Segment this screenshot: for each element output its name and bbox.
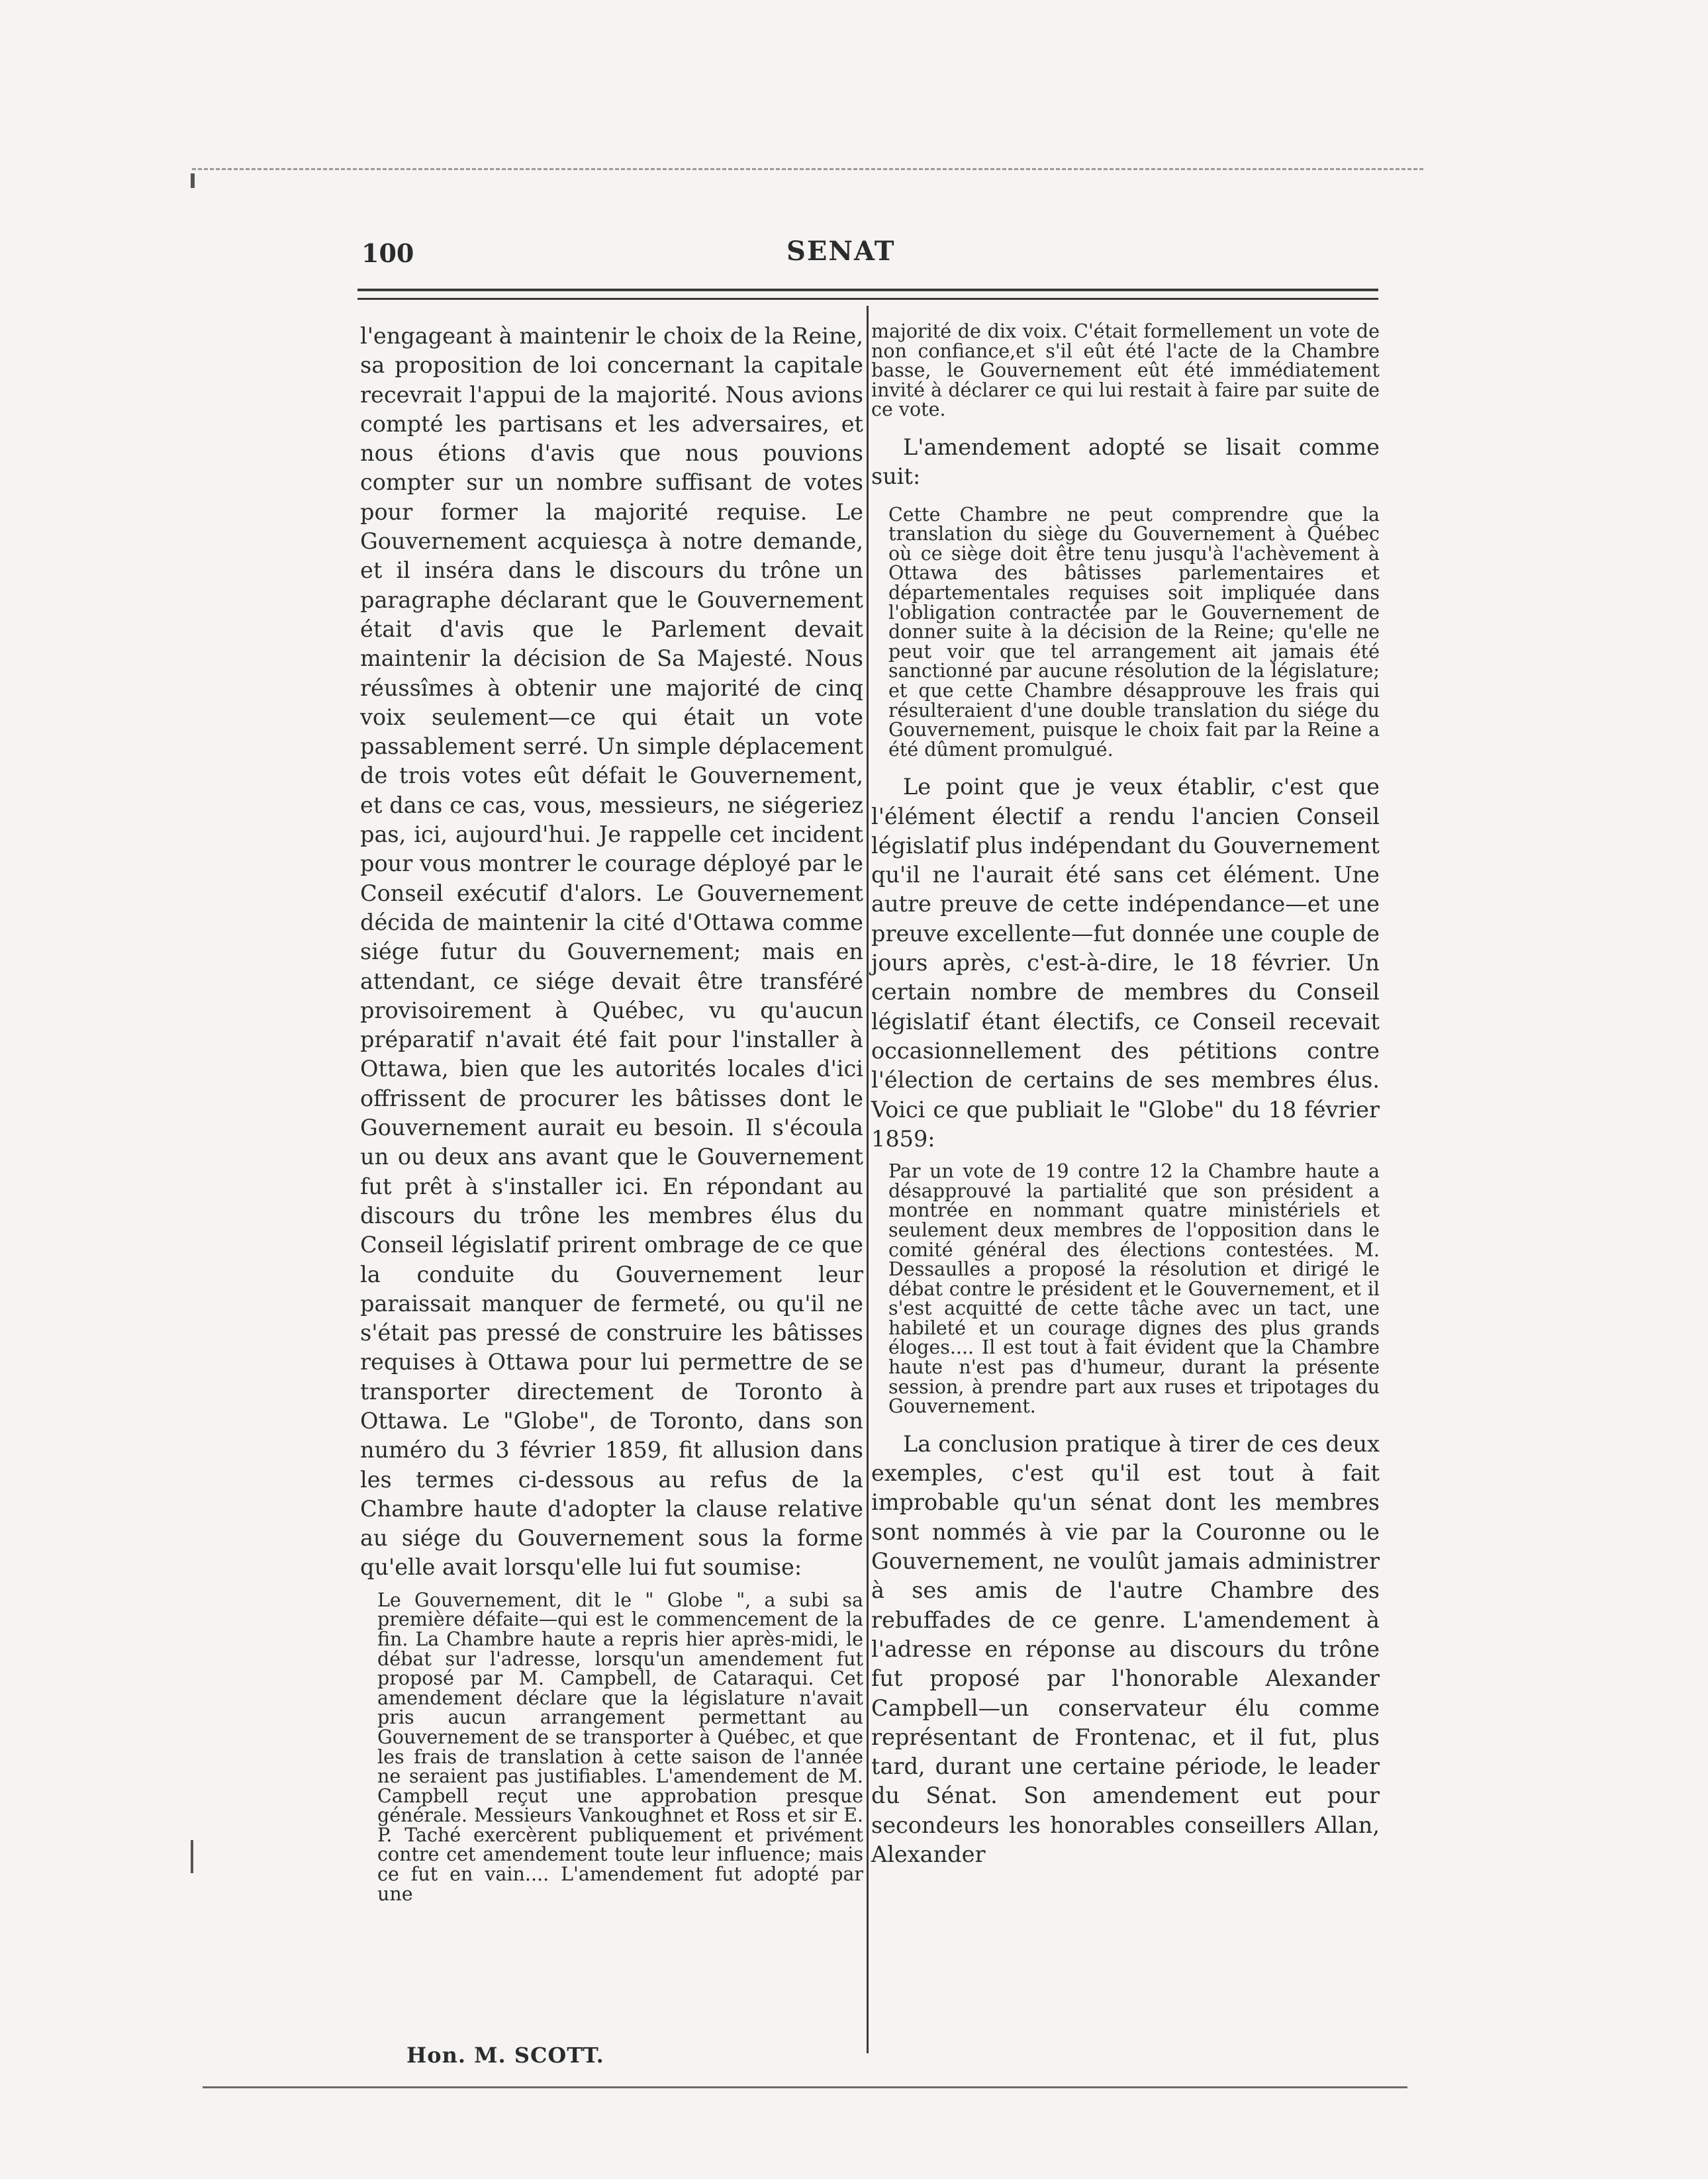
paragraph: La conclusion pratique à tirer de ces deux exemples, c'est qu'il est tout à fait improbable qu'un sénat dont les membres sont nommés à vie par la Couronne ou le Gouvernement, ne voulût jamais administrer à ses amis de l'autre Chambre des rebuffades de ce genre. L'amendement à l'adresse en réponse au discours du trône fut proposé par l'honorable Alexander Campbell—un conservateur élu comme représentant de Frontenac, et il fut, plus tard, durant une certaine période, le leader du Sénat. Son amendement eut pour secondeurs les honorables conseillers Allan, Alexander (871, 1430, 1380, 1868)
paragraph: l'engageant à maintenir le choix de la Reine, sa proposition de loi concernant la capitale recevrait l'appui de la majorité. Nous avions compté les partisans et les adversaires, et nous étions d'avis que nous pouvions compter sur un nombre suffisant de votes pour former la majorité requise. Le Gouvernement acquiesça à notre demande, et il inséra dans le discours du trône un paragraphe déclarant que le Gouvernement était d'avis que le Parlement devait maintenir la décision de Sa Majesté. Nous réussîmes à obtenir une majorité de cinq voix seulement—ce qui était un vote passablement serré. Un simple déplacement de trois votes eût défait le Gouvernement, et dans ce cas, vous, messieurs, ne siégeriez pas, ici, aujourd'hui. Je rappelle cet incident pour vous montrer le courage déployé par le Conseil exécutif d'alors. Le Gouvernement décida de maintenir la cité d'Ottawa comme siége futur du Gouvernement; mais en attendant, ce siége devait être transféré provisoirement à Québec, vu qu'aucun préparatif n'avait été fait pour l'installer à Ottawa, bien que les autorités locales d'ici offrissent de procurer les bâtisses dont le Gouvernement aurait eu besoin. Il s'écoula un ou deux ans avant que le Gouvernement fut prêt à s'installer ici. En répondant au discours du trône les membres élus du Conseil législatif prirent ombrage de ce que la conduite du Gouvernement leur paraissait manquer de fermeté, ou qu'il ne s'était pas pressé de construire les bâtisses requises à Ottawa pour lui permettre de se transporter directement de Toronto à Ottawa. Le "Globe", de Toronto, dans son numéro du 3 février 1859, fit allusion dans les termes ci-dessous au refus de la Chambre haute d'adopter la clause relative au siége du Gouvernement sous la forme qu'elle avait lorsqu'elle lui fut soumise: (360, 323, 863, 1581)
header-rule-double (357, 298, 1378, 300)
paragraph: Le point que je veux établir, c'est que l'élément électif a rendu l'ancien Conseil législatif plus indépendant du Gouvernement qu'il ne l'aurait été sans cet élément. Une autre preuve de cette indépendance—et une preuve excellente—fut donnée une couple de jours après, c'est-à-dire, le 18 février. Un certain nombre de membres du Conseil législatif étant électifs, ce Conseil recevait occasionnellement des pétitions contre l'élection de certains de ses membres élus. Voici ce que publiait le "Globe" du 18 février 1859: (871, 774, 1380, 1152)
scan-margin-mark (191, 173, 195, 188)
quotation: Par un vote de 19 contre 12 la Chambre haute a désapprouvé la partialité que son président a montrée en nommant quatre ministériels et seulement deux membres de l'opposition dans le comité général des élections contestées. M. Dessaulles a proposé la résolution et dirigé le débat contre le président et le Gouvernement, et il s'est acquitté de cette tâche avec un tact, une habileté et un courage dignes des plus grands éloges.... Il est tout à fait évident que la Chambre haute n'est pas d'humeur, durant la présente session, à prendre part aux ruses et tripotages du Gouvernement. (888, 1160, 1380, 1418)
speaker-signature: Hon. M. SCOTT. (406, 2043, 604, 2068)
quotation: Le Gouvernement, dit le " Globe ", a subi sa première défaite—qui est le commencement de la fin. La Chambre haute a repris hier après-midi, le débat sur l'adresse, lorsqu'un amendement fut proposé par M. Campbell, de Cataraqui. Cet amendement déclare que la législature n'avait pris aucun arrangement permettant au Gouvernement de se transporter à Québec, et que les frais de translation à cette saison de l'année ne seraient pas justifiables. L'amendement de M. Campbell reçut une approbation presque générale. Messieurs Vankoughnet et Ross et sir E. P. Taché exercèrent publiquement et privément contre cet amendement toute leur influence; mais ce fut en vain.... L'amendement fut adopté par une (377, 1589, 863, 1905)
scan-margin-mark (191, 1840, 193, 1873)
quotation-continued: majorité de dix voix. C'était formellement un vote de non confiance,et s'il eût été l'acte de la Chambre basse, le Gouvernement eût été immédiatement invité à déclarer ce qui lui restait à faire par suite de ce vote. (871, 320, 1380, 421)
right-column (871, 322, 1380, 1869)
left-column (360, 322, 863, 1904)
running-head: SENAT (786, 236, 896, 267)
quotation: Cette Chambre ne peut comprendre que la translation du siège du Gouvernement à Québec où ce siège doit être tenu jusqu'à l'achèvement à Ottawa des bâtisses parlementaires et départementales requises soit impliquée dans l'obligation contractée par le Gouvernement de donner suite à la décision de la Reine; qu'elle ne peut voir que tel arrangement ait jamais été sanctionné par aucune résolution de la législature; et que cette Chambre désapprouve les frais qui résulteraient d'une double translation du siége du Gouvernement, puisque le choix fait par la Reine a été dûment promulgué. (888, 503, 1380, 761)
scan-top-edge (192, 168, 1423, 170)
page-number: 100 (361, 238, 414, 268)
bottom-rule (203, 2086, 1407, 2088)
column-divider (867, 306, 869, 2053)
header-rule (357, 289, 1378, 291)
paragraph: L'amendement adopté se lisait comme suit: (871, 434, 1380, 490)
